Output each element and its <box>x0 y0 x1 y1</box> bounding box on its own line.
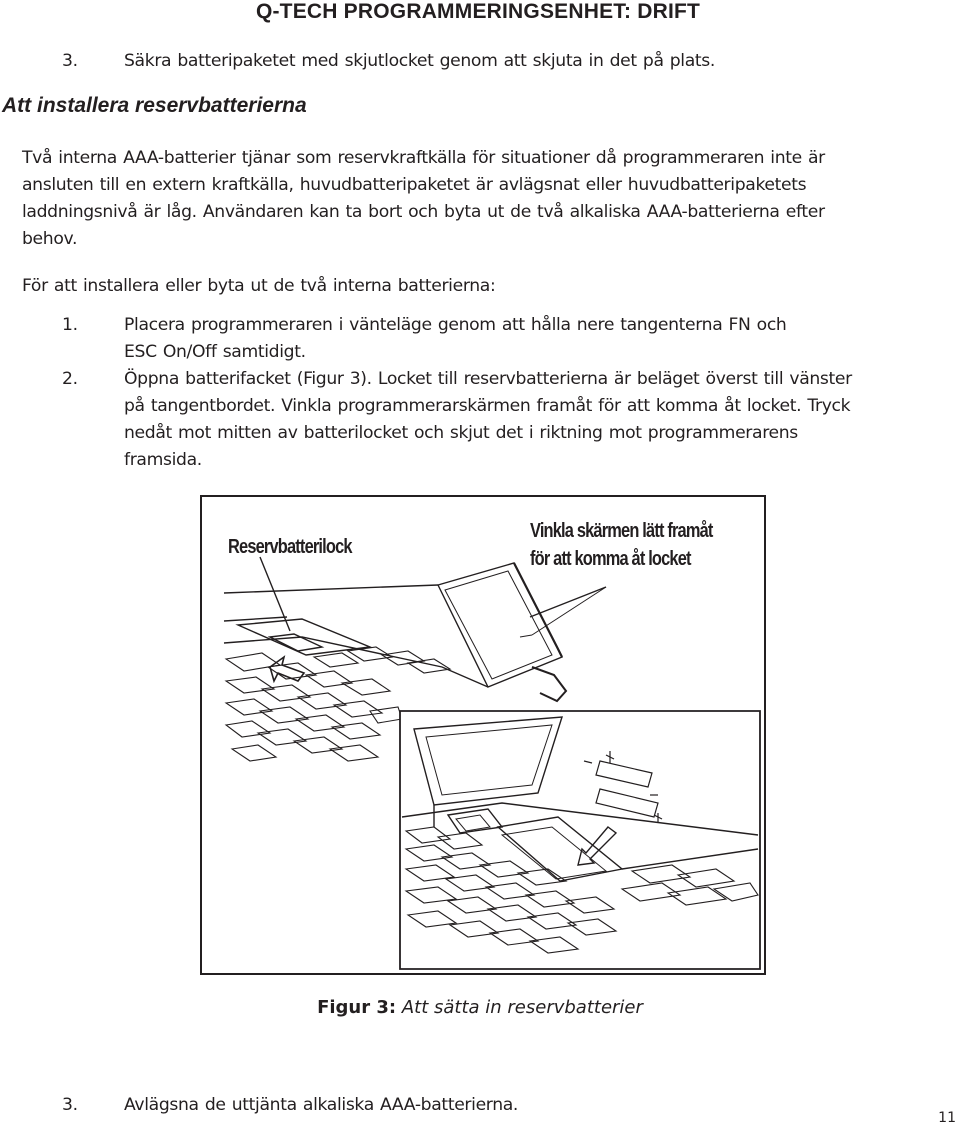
step-line: nedåt mot mitten av batterilocket och skjut det i riktning mot programmerarens <box>124 423 798 443</box>
caption-text: Att sätta in reservbatterier <box>401 997 643 1018</box>
final-step-number: 3. <box>62 1095 78 1115</box>
step-item <box>0 366 960 474</box>
figure-frame <box>200 495 766 975</box>
step-text <box>124 312 944 366</box>
step-item <box>0 312 960 366</box>
callout-battery-door: Reservbatterilock <box>228 536 352 558</box>
step-line: Öppna batterifacket (Figur 3). Locket till reservbatterierna är beläget överst till vänster <box>124 369 852 389</box>
paragraph-line: ansluten till en extern kraftkälla, huvudbatteripaketet är avlägsnat eller huvudbatteripaketets <box>22 175 807 195</box>
intro-step-number: 3. <box>62 51 78 71</box>
step-line: framsida. <box>124 450 202 470</box>
section-title: Att installera reservbatterierna <box>2 94 307 117</box>
page-header <box>0 0 960 24</box>
step-line: Placera programmeraren i vänteläge genom att hålla nere tangenterna FN och <box>124 315 787 335</box>
step-line: på tangentbordet. Vinkla programmerarskärmen framåt för att komma åt locket. Tryck <box>124 396 851 416</box>
page-header-title: Q-TECH PROGRAMMERINGSENHET: DRIFT <box>255 0 701 23</box>
callout-line: för att komma åt locket <box>530 548 691 570</box>
figure-caption <box>0 997 960 1018</box>
step-number: 1. <box>62 315 78 335</box>
intro-step <box>0 48 960 76</box>
paragraph-line: Två interna AAA-batterier tjänar som reservkraftkälla för situationer då programmeraren inte är <box>22 148 825 168</box>
page-number: 11 <box>938 1110 956 1126</box>
step-line: ESC On/Off samtidigt. <box>124 342 306 362</box>
caption-label: Figur 3: <box>317 997 397 1018</box>
step-text <box>124 366 944 474</box>
paragraph-line: laddningsnivå är låg. Användaren kan ta bort och byta ut de två alkaliska AAA-batterierna efter <box>22 202 825 222</box>
final-step-text: Avlägsna de uttjänta alkaliska AAA-batterierna. <box>124 1095 519 1115</box>
intro-step-text: Säkra batteripaketet med skjutlocket genom att skjuta in det på plats. <box>124 51 716 71</box>
final-step <box>0 1092 960 1120</box>
step-number: 2. <box>62 369 78 389</box>
callout-line: Vinkla skärmen lätt framåt <box>530 520 713 542</box>
section-paragraph <box>22 145 952 253</box>
lead-in-text: För att installera eller byta ut de två interna batterierna: <box>22 276 496 296</box>
paragraph-line: behov. <box>22 229 78 249</box>
callout-tilt-screen <box>530 517 713 573</box>
